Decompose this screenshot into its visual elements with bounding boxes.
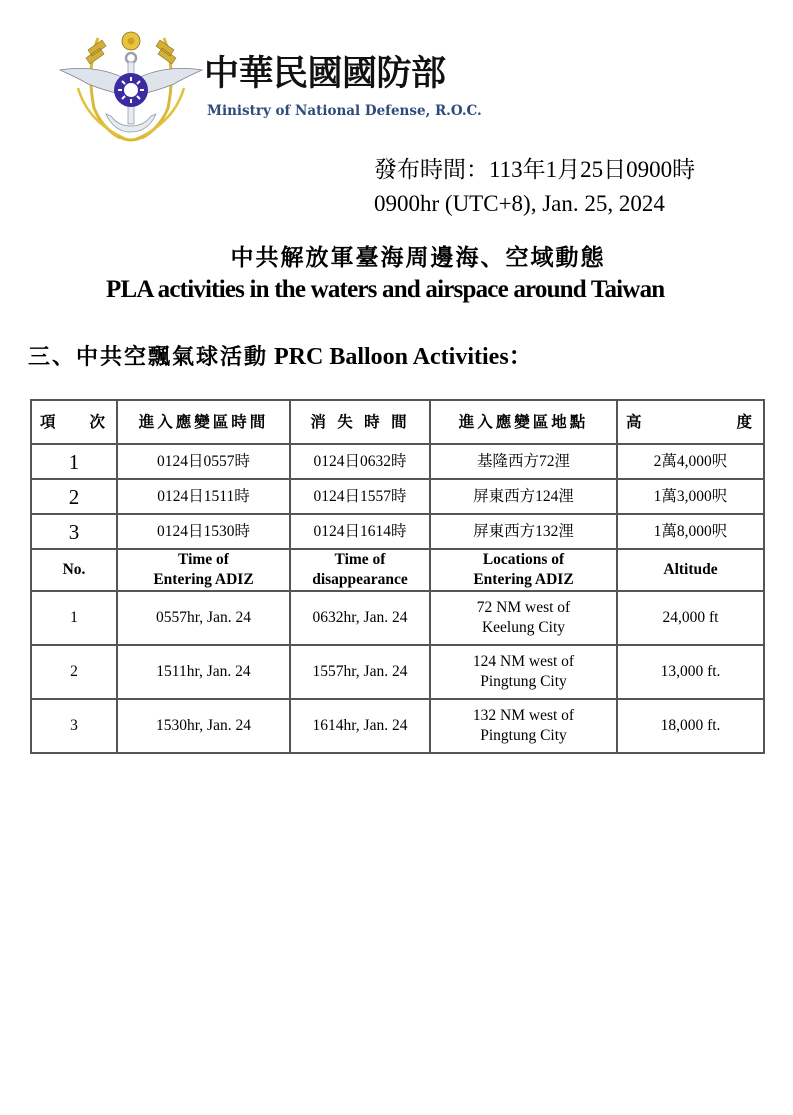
section-heading-zh: 三、中共空飄氣球活動 xyxy=(28,344,269,370)
cell-no: 3 xyxy=(31,514,117,549)
cell-enter-time: 0557hr, Jan. 24 xyxy=(117,591,290,645)
header-enter-time-en: Time of Entering ADIZ xyxy=(117,549,290,591)
table-row xyxy=(31,514,764,549)
table-row xyxy=(31,645,764,699)
cell-altitude: 2萬4,000呎 xyxy=(617,444,764,479)
header-disappear-time-en: Time of disappearance xyxy=(290,549,430,591)
header-location-en: Locations of Entering ADIZ xyxy=(430,549,617,591)
table-header-row-zh xyxy=(31,400,764,444)
cell-altitude: 24,000 ft xyxy=(617,591,764,645)
document-title-zh: 中共解放軍臺海周邊海、空域動態 xyxy=(230,244,606,271)
cell-no: 1 xyxy=(31,591,117,645)
header-disappear-time-zh: 消 失 時 間 xyxy=(290,400,430,444)
balloon-activities-table xyxy=(30,399,765,754)
cell-no: 2 xyxy=(31,645,117,699)
header-no-en: No. xyxy=(31,549,117,591)
table-row xyxy=(31,479,764,514)
cell-location: 132 NM west of Pingtung City xyxy=(430,699,617,753)
cell-no: 1 xyxy=(31,444,117,479)
mnd-emblem-icon xyxy=(58,28,204,144)
table-row xyxy=(31,699,764,753)
cell-disappear-time: 0632hr, Jan. 24 xyxy=(290,591,430,645)
cell-enter-time: 0124日1530時 xyxy=(117,514,290,549)
section-heading-en: PRC Balloon Activities xyxy=(274,344,509,370)
cell-location: 72 NM west of Keelung City xyxy=(430,591,617,645)
cell-disappear-time: 0124日0632時 xyxy=(290,444,430,479)
cell-altitude: 1萬8,000呎 xyxy=(617,514,764,549)
cell-disappear-time: 1614hr, Jan. 24 xyxy=(290,699,430,753)
org-name-en: Ministry of National Defense, R.O.C. xyxy=(207,103,482,119)
cell-location: 124 NM west of Pingtung City xyxy=(430,645,617,699)
header-altitude-zh: 高 度 xyxy=(617,400,764,444)
header-location-zh: 進入應變區地點 xyxy=(430,400,617,444)
cell-no: 3 xyxy=(31,699,117,753)
document-title-en: PLA activities in the waters and airspace around Taiwan xyxy=(106,276,665,303)
header-altitude-en: Altitude xyxy=(617,549,764,591)
cell-location: 屏東西方132浬 xyxy=(430,514,617,549)
cell-disappear-time: 1557hr, Jan. 24 xyxy=(290,645,430,699)
table-row xyxy=(31,444,764,479)
cell-altitude: 1萬3,000呎 xyxy=(617,479,764,514)
release-time-zh: 發布時間：113年1月25日0900時 xyxy=(374,157,696,182)
cell-enter-time: 0124日1511時 xyxy=(117,479,290,514)
cell-disappear-time: 0124日1557時 xyxy=(290,479,430,514)
cell-enter-time: 1530hr, Jan. 24 xyxy=(117,699,290,753)
section-heading-colon: ： xyxy=(508,344,533,370)
cell-enter-time: 0124日0557時 xyxy=(117,444,290,479)
cell-location: 屏東西方124浬 xyxy=(430,479,617,514)
cell-enter-time: 1511hr, Jan. 24 xyxy=(117,645,290,699)
cell-disappear-time: 0124日1614時 xyxy=(290,514,430,549)
cell-altitude: 18,000 ft. xyxy=(617,699,764,753)
cell-location: 基隆西方72浬 xyxy=(430,444,617,479)
org-name-zh: 中華民國國防部 xyxy=(204,53,446,94)
header-enter-time-zh: 進入應變區時間 xyxy=(117,400,290,444)
cell-altitude: 13,000 ft. xyxy=(617,645,764,699)
header-no-zh: 項 次 xyxy=(31,400,117,444)
table-header-row-en xyxy=(31,549,764,591)
section-heading xyxy=(28,340,533,374)
cell-no: 2 xyxy=(31,479,117,514)
table-row xyxy=(31,591,764,645)
release-time-en: 0900hr (UTC+8), Jan. 25, 2024 xyxy=(374,191,665,216)
